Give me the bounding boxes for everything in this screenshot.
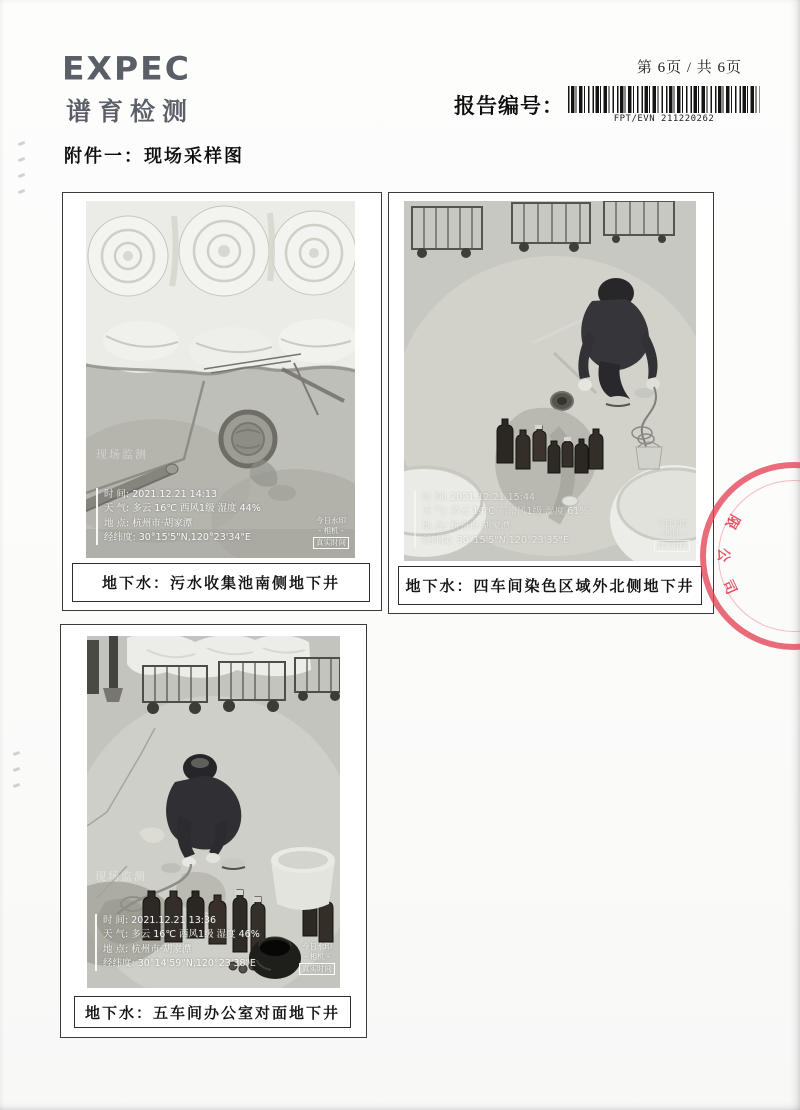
- photo-caption-2: 地下水：四车间染色区域外北侧地下井: [398, 566, 702, 605]
- watermark-location: 地 点: 杭州市·胡家潭: [104, 517, 193, 529]
- watermark-weather: 天 气: 多云 16℃ 西风1级 湿度 44%: [104, 503, 261, 515]
- seal-character: 限: [721, 511, 742, 532]
- page-indicator: 第 6页 / 共 6页: [636, 60, 742, 76]
- badge-line: - 相机 -: [318, 525, 344, 535]
- watermark-location: 地 点: 杭州市·胡家潭: [103, 943, 192, 955]
- watermark-weather: 天 气: 多云 16℃ 西风1级 湿度 46%: [103, 929, 260, 941]
- photo-caption-1: 地下水：污水收集池南侧地下井: [72, 563, 370, 602]
- logo-wordmark: EXPEC: [62, 49, 191, 88]
- badge-line: 今日水印: [302, 941, 332, 951]
- report-number-row: [454, 86, 760, 124]
- watermark-coords: 经纬度: 30°15'5"N,120°23'34"E: [104, 531, 251, 543]
- sample-photo-drain: [86, 201, 355, 558]
- badge-line-boxed: 真实时间: [654, 540, 690, 552]
- barcode-number: FPT/EVN 211220262: [613, 114, 715, 124]
- watermark-weather: 天 气: 多云 14℃ 东南风1级 湿度 61%: [422, 506, 589, 518]
- badge-line: 今日水印: [657, 518, 687, 528]
- photo-unit-1: [62, 192, 382, 611]
- watermark-info-lines: [414, 491, 588, 548]
- margin-pencil-marks: [18, 142, 25, 193]
- barcode-bars: [568, 86, 760, 113]
- badge-line: - 相机 -: [304, 951, 330, 961]
- badge-line-boxed: 真实时间: [299, 963, 335, 975]
- photo-unit-2: [388, 192, 714, 614]
- watermark-coords: 经纬度: 30°14'59"N,120°23'38"E: [103, 957, 256, 969]
- report-number-label: 报告编号：: [454, 94, 564, 118]
- photo-watermark: [404, 201, 696, 561]
- badge-line: 今日水印: [316, 515, 346, 525]
- photo-watermark: [87, 636, 340, 988]
- watermark-info-lines: [96, 488, 261, 545]
- seal-character: 公: [714, 547, 731, 563]
- sample-photo-sampling: [87, 636, 340, 988]
- sample-photo-bottles: [404, 201, 696, 561]
- watermark-overlay-text: 现场监测: [96, 448, 148, 461]
- photo-unit-3: [60, 624, 367, 1038]
- company-seal-stamp: [700, 462, 800, 650]
- watermark-time: 时 间: 2021.12.21 13:36: [103, 915, 217, 926]
- watermark-location: 地 点: 杭州市·胡家潭: [422, 520, 511, 532]
- margin-pencil-marks: [13, 752, 20, 787]
- report-barcode: [568, 86, 760, 124]
- watermark-app-badge: [654, 519, 690, 552]
- watermark-coords: 经纬度: 30°15'5"N,120°23'35"E: [422, 534, 569, 546]
- company-logo: [62, 49, 195, 128]
- photo-caption-3: 地下水：五车间办公室对面地下井: [74, 996, 351, 1028]
- watermark-app-badge: [299, 942, 335, 975]
- badge-line-boxed: 真实时间: [313, 537, 349, 549]
- watermark-overlay-text: 现场监测: [95, 870, 147, 883]
- badge-line: - 相机 -: [659, 528, 685, 538]
- seal-character: 司: [718, 578, 739, 598]
- watermark-time: 时 间: 2021.12.21 14:13: [104, 489, 218, 500]
- watermark-time: 时 间: 2021.12.21 15:44: [422, 492, 536, 503]
- photo-watermark: [86, 201, 355, 558]
- watermark-info-lines: [95, 914, 260, 971]
- attachment-title: 附件一：现场采样图: [64, 146, 244, 166]
- watermark-app-badge: [313, 516, 349, 549]
- logo-chinese-name: 谱育检测: [66, 98, 195, 126]
